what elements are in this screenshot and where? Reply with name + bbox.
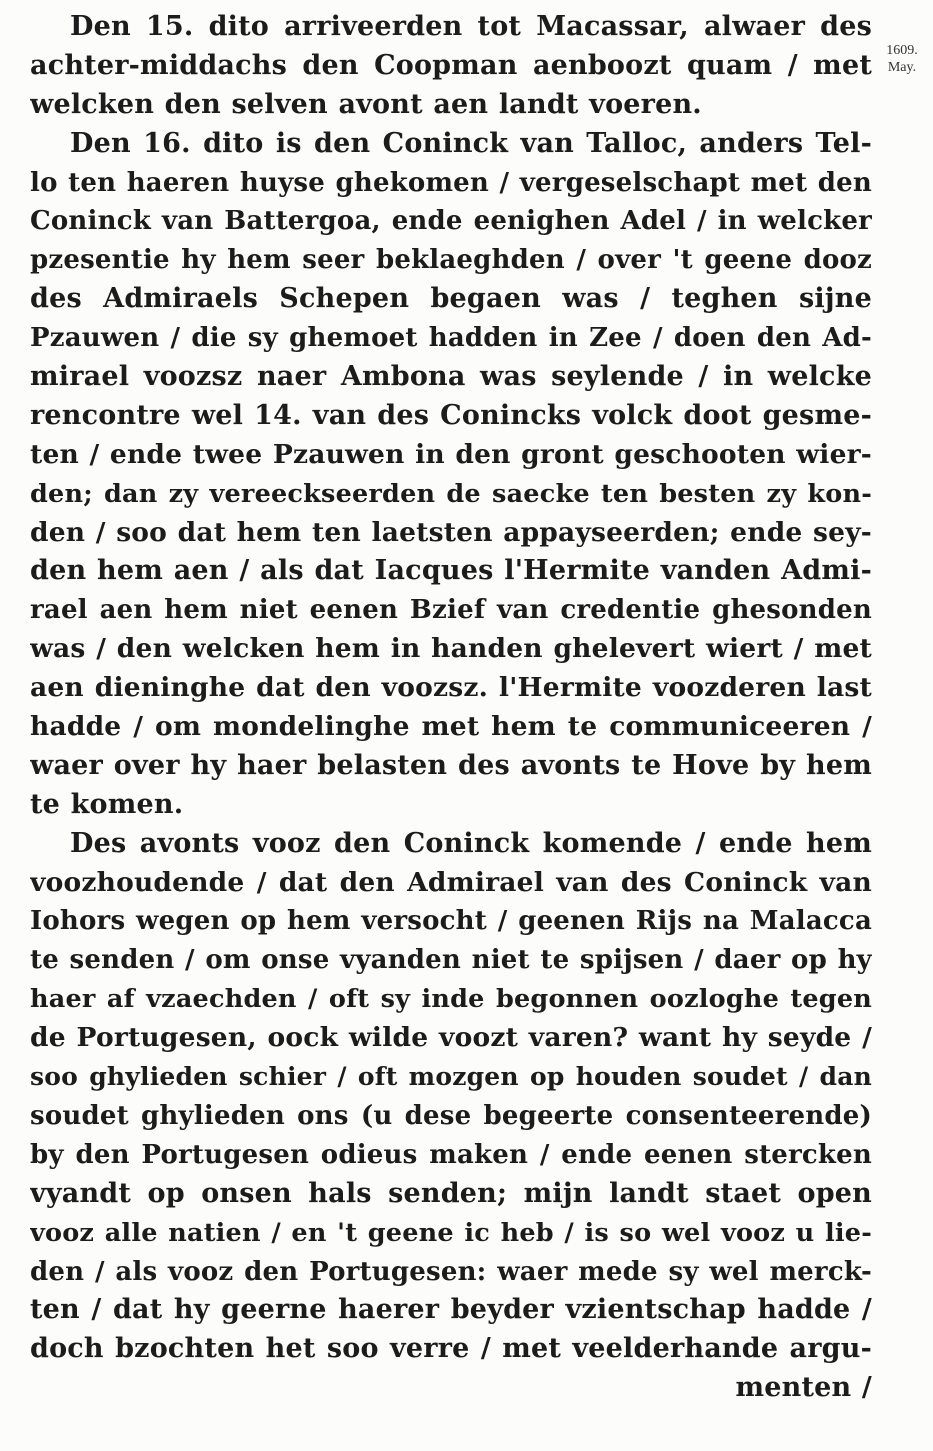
text-line: menten / [735, 1372, 872, 1404]
text-line: soo ghylieden schier / oft mozgen op houden soudet / dan [30, 1062, 872, 1092]
margin-note-year: 1609. [886, 43, 918, 58]
text-line: mirael voozsz naer Ambona was seylende / in welcke [30, 361, 872, 393]
text-line: ten / dat hy geerne haerer beyder vzientschap hadde / [30, 1294, 872, 1326]
text-line: soudet ghylieden ons (u dese begeerte consenteerende) [30, 1100, 872, 1131]
text-line: Coninck van Battergoa, ende eenighen Adel / in welcker [30, 206, 872, 237]
text-line: des Admiraels Schepen begaen was / teghen sijne [30, 283, 872, 315]
text-line: achter-middachs den Coopman aenboozt quam / met [30, 49, 872, 81]
text-line: Des avonts vooz den Coninck komende / ende hem [70, 827, 872, 859]
text-line: aen dieninghe dat den voozsz. l'Hermite voozderen last [30, 672, 872, 704]
margin-note [876, 42, 928, 76]
text-line: te komen. [30, 788, 184, 820]
text-line: Iohors wegen op hem versocht / geenen Rijs na Malacca [30, 906, 872, 937]
text-line: den hem aen / als dat Iacques l'Hermite vanden Admi- [30, 555, 872, 587]
text-line: Den 15. dito arriveerden tot Macassar, alwaer des [70, 11, 872, 42]
text-line: rael aen hem niet eenen Bzief van credentie ghesonden [30, 595, 872, 626]
text-line: hadde / om mondelinghe met hem te communiceeren / [30, 711, 872, 743]
text-line: voozhoudende / dat den Admirael van des Coninck van [30, 866, 872, 898]
text-line: de Portugesen, oock wilde voozt varen? want hy seyde / [30, 1022, 872, 1054]
text-line: waer over hy haer belasten des avonts te Hove by hem [30, 749, 872, 781]
text-line: rencontre wel 14. van des Conincks volck doot gesme- [30, 399, 872, 431]
text-line: welcken den selven avont aen landt voeren. [30, 88, 702, 120]
text-line: den / als vooz den Portugesen: waer mede sy wel merck- [30, 1256, 872, 1287]
text-line: den / soo dat hem ten laetsten appayseerden; ende sey- [30, 516, 872, 548]
body-text [30, 8, 872, 1408]
text-line: vyandt op onsen hals senden; mijn landt staet open [30, 1177, 872, 1209]
text-line: by den Portugesen odieus maken / ende eenen stercken [30, 1139, 872, 1170]
text-line: vooz alle natien / en 't geene ic heb / is so wel vooz u lie- [30, 1217, 872, 1248]
text-line: lo ten haeren huyse ghekomen / vergeselschapt met den [30, 167, 872, 198]
text-line: Pzauwen / die sy ghemoet hadden in Zee / doen den Ad- [30, 323, 872, 354]
text-line: doch bzochten het soo verre / met veelderhande argu- [30, 1333, 872, 1365]
text-line: ten / ende twee Pzauwen in den gront geschooten wier- [30, 438, 872, 470]
text-line: Den 16. dito is den Coninck van Talloc, anders Tel- [70, 127, 872, 159]
text-line: te senden / om onse vyanden niet te spijsen / daer op hy [30, 945, 872, 976]
text-line: den; dan zy vereeckseerden de saecke ten besten zy kon- [30, 478, 872, 509]
text-line: haer af vzaechden / oft sy inde begonnen oozloghe tegen [30, 984, 872, 1015]
margin-note-month: May. [887, 60, 917, 75]
text-line: pzesentie hy hem seer beklaeghden / over 't geene dooz [30, 245, 872, 276]
text-line: was / den welcken hem in handen ghelevert wiert / met [30, 633, 872, 665]
